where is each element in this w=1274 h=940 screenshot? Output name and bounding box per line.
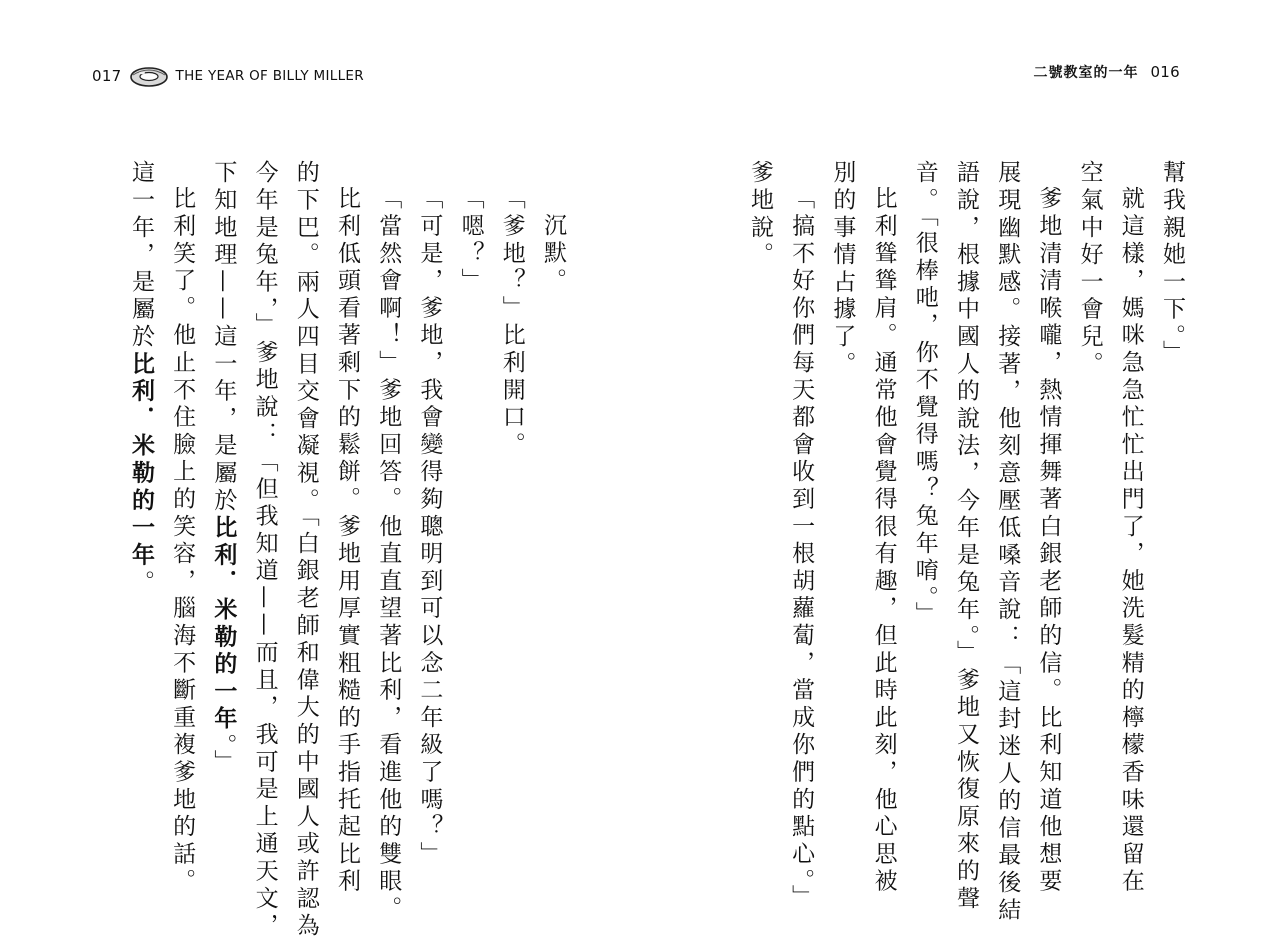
- text-segment: 今年是兔年，」爹地說：「但我知道——而且，我可是上通天文，: [251, 160, 278, 940]
- text-segment: 「爹地？」比利開口。: [498, 186, 525, 460]
- text-segment: 別的事情占據了。: [829, 160, 856, 379]
- text-segment: 比利聳聳肩。通常他會覺得很有趣，但此時此刻，他心思被: [870, 186, 897, 897]
- text-column: [202, 160, 243, 800]
- text-segment: 空氣中好一會兒。: [1076, 160, 1103, 379]
- text-segment: 比利低頭看著剩下的鬆餅。爹地用厚實粗糙的手指托起比利: [333, 186, 360, 897]
- left-running-head: [86, 62, 364, 90]
- text-segment: 沉默。: [540, 212, 566, 295]
- left-body-text: [120, 160, 573, 940]
- text-segment: 「搞不好你們每天都會收到一根胡蘿蔔，當成你們的點心。」: [788, 186, 815, 913]
- text-segment: 爹地清清喉嚨，熱情揮舞著白銀老師的信。比利知道他想要: [1035, 186, 1062, 897]
- text-column: [904, 160, 945, 800]
- text-segment: 幫我親她一下。」: [1159, 160, 1185, 367]
- text-segment: 的下巴。兩人四目交會凝視。「白銀老師和偉大的中國人或許認為: [292, 160, 319, 940]
- text-column: [491, 160, 532, 800]
- text-column: [326, 160, 367, 897]
- text-column: [821, 160, 862, 800]
- text-segment: 就這樣，媽咪急急忙忙出門了，她洗髮精的檸檬香味還留在: [1117, 186, 1144, 897]
- text-column: [408, 160, 449, 869]
- text-segment: 。」: [210, 733, 237, 777]
- right-running-head: [1033, 62, 1186, 82]
- text-segment: 爹地說。: [746, 160, 773, 270]
- text-segment: 音。「很棒吔，你不覺得嗎？兔年唷。」: [911, 160, 938, 629]
- bold-name-text: 比利．米勒的一年: [127, 351, 154, 570]
- text-column: [1027, 160, 1068, 897]
- text-column: [1068, 160, 1109, 800]
- text-column: [243, 160, 284, 940]
- text-column: [739, 160, 780, 800]
- left-page-number: 017: [92, 67, 122, 85]
- text-segment: 。: [127, 569, 154, 597]
- text-column: [986, 160, 1027, 925]
- chapter-title: 二號教室的一年: [1033, 65, 1139, 81]
- right-page: [637, 0, 1274, 925]
- text-column: [780, 160, 821, 913]
- text-segment: 「可是，爹地，我會變得夠聰明到可以念二年級了嗎？」: [416, 186, 443, 869]
- text-segment: 語說，根據中國人的說法，今年是兔年。」爹地又恢復原來的聲: [952, 160, 979, 913]
- bold-name-text: 比利．米勒的一年: [210, 514, 237, 734]
- text-column: [367, 160, 408, 924]
- stone-ring-logo-icon: [128, 62, 170, 90]
- text-column: [1110, 160, 1151, 897]
- right-page-number: 016: [1150, 63, 1180, 81]
- text-column: [161, 160, 202, 897]
- text-segment: 這一年，是屬於: [127, 160, 154, 352]
- text-column: [449, 160, 490, 800]
- text-column: [532, 160, 573, 800]
- text-column: [120, 160, 161, 800]
- text-column: [285, 160, 326, 940]
- text-column: [1151, 160, 1192, 800]
- book-title: THE YEAR OF BILLY MILLER: [175, 68, 364, 84]
- text-segment: 比利笑了。他止不住臉上的笑容，腦海不斷重複爹地的話。: [169, 186, 196, 897]
- text-segment: 「當然會啊！」爹地回答。他直直望著比利，看進他的雙眼。: [375, 186, 402, 924]
- text-column: [862, 160, 903, 897]
- text-segment: 下知地理——這一年，是屬於: [210, 160, 237, 515]
- text-segment: 「嗯？」: [457, 186, 484, 296]
- text-segment: 展現幽默感。接著，他刻意壓低嗓音說：「這封迷人的信最後結: [994, 160, 1021, 925]
- text-column: [945, 160, 986, 913]
- right-body-text: [739, 160, 1192, 925]
